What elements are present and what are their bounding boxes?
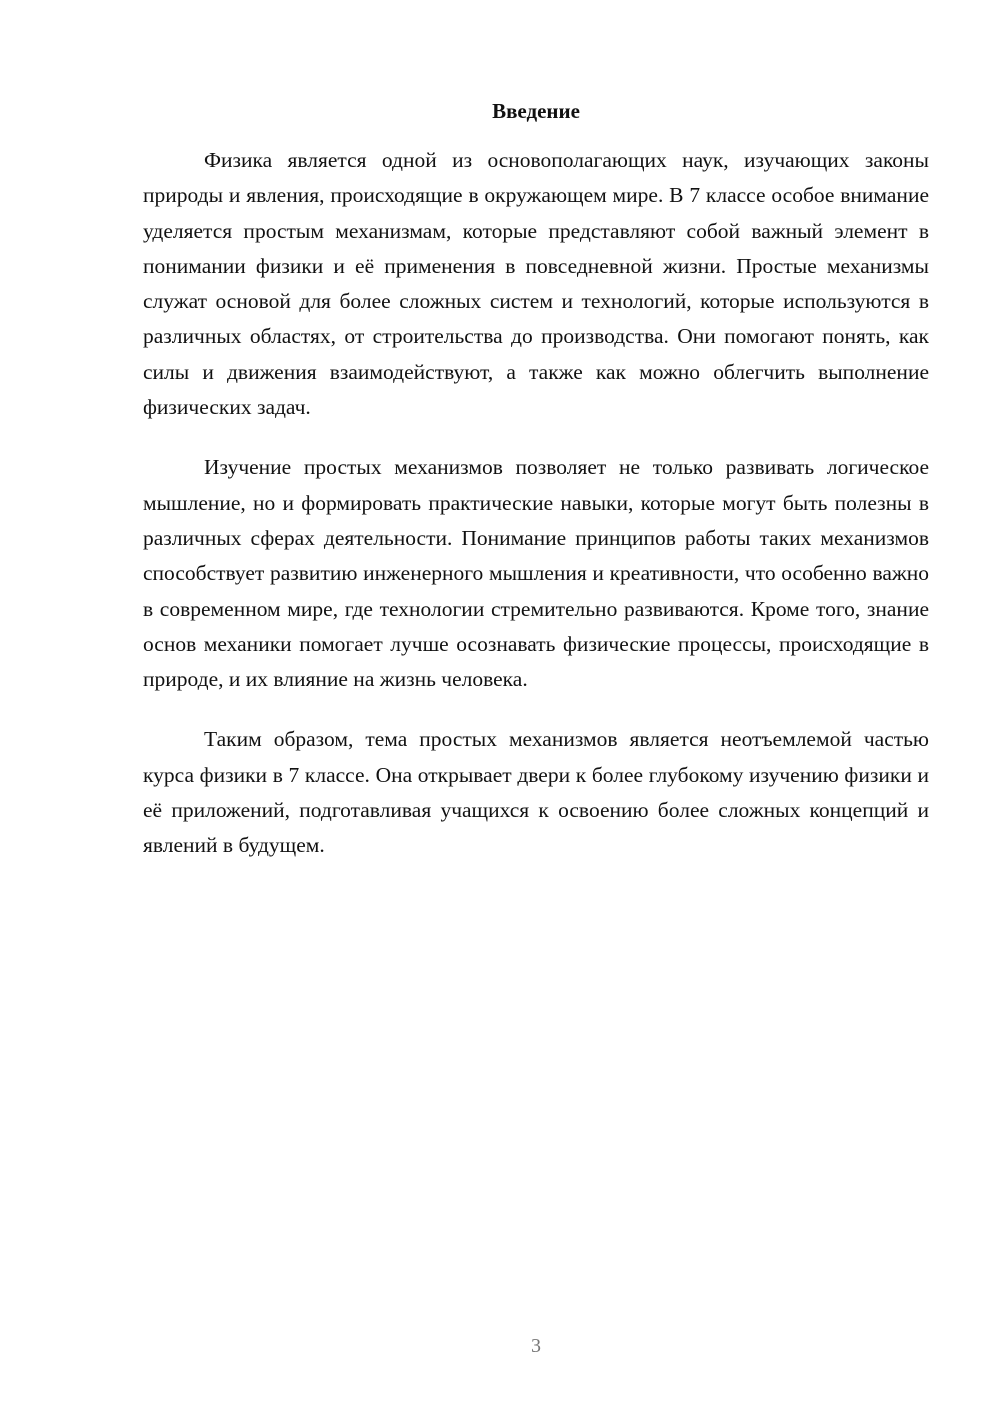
paragraph-2: Изучение простых механизмов позволяет не только развивать логическое мышление, но и формировать практические навыки, которые могут быть полезны в различных сферах деятельности. Понимание принципов работы таких механизмов способствует развитию инженерного мышления и креативности, что особенно важно в современном мире, где технологии стремительно развиваются. Кроме того, знание основ механики помогает лучше осознавать физические процессы, происходящие в природе, и их влияние на жизнь человека. (143, 455, 929, 692)
paragraph-1: Физика является одной из основополагающих наук, изучающих законы природы и явления, происходящие в окружающем мире. В 7 классе особое внимание уделяется простым механизмам, которые представляют собой важный элемент в понимании физики и её применения в повседневной жизни. Простые механизмы служат основой для более сложных систем и технологий, которые используются в различных областях, от строительства до производства. Они помогают понять, как силы и движения взаимодействуют, а также как можно облегчить выполнение физических задач. (143, 148, 929, 420)
section-heading: Введение (492, 99, 580, 123)
page-number: 3 (531, 1335, 541, 1357)
body-text (143, 143, 929, 889)
paragraph-3: Таким образом, тема простых механизмов является неотъемлемой частью курса физики в 7 классе. Она открывает двери к более глубокому изучению физики и её приложений, подготавливая учащихся к освоению более сложных концепций и явлений в будущем. (143, 727, 929, 858)
